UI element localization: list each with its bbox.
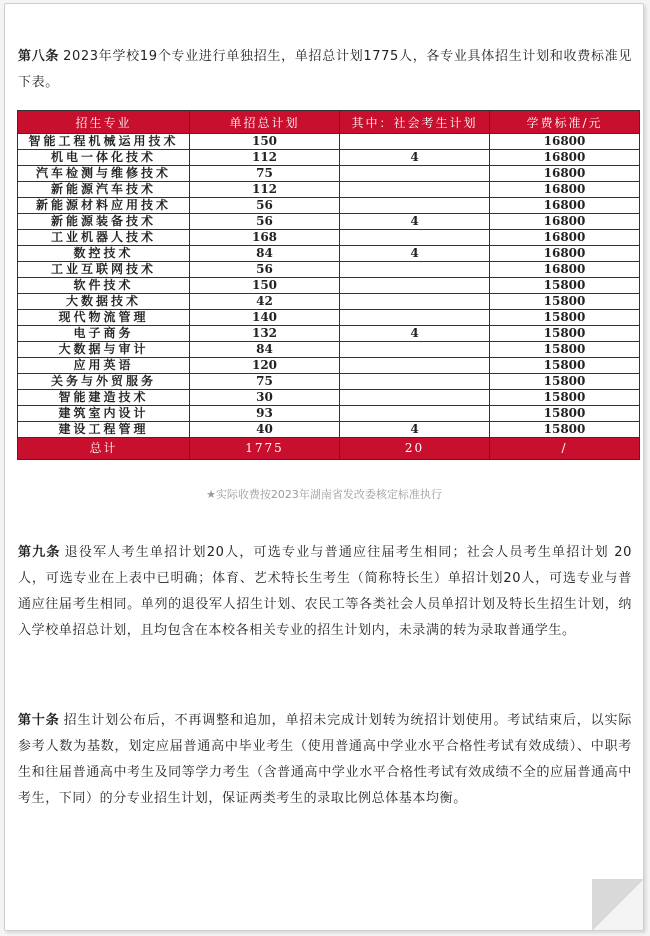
cell-social-plan: [340, 374, 490, 390]
cell-tuition: 15800: [490, 294, 640, 310]
table-row: [18, 134, 640, 150]
cell-social-plan: 4: [340, 214, 490, 230]
cell-major-name: 关务与外贸服务: [18, 374, 190, 390]
table-row: [18, 406, 640, 422]
table-row: [18, 246, 640, 262]
cell-social-plan: [340, 310, 490, 326]
cell-tuition: 16800: [490, 214, 640, 230]
cell-major-name: 大数据与审计: [18, 342, 190, 358]
cell-total-plan: 93: [190, 406, 340, 422]
cell-tuition: 15800: [490, 374, 640, 390]
total-social: 20: [340, 438, 490, 460]
cell-social-plan: [340, 198, 490, 214]
cell-social-plan: [340, 182, 490, 198]
total-label: 总计: [18, 438, 190, 460]
table-row: [18, 230, 640, 246]
article-9-lead: 第九条: [18, 545, 61, 560]
cell-social-plan: [340, 278, 490, 294]
cell-total-plan: 140: [190, 310, 340, 326]
cell-total-plan: 150: [190, 134, 340, 150]
cell-tuition: 16800: [490, 230, 640, 246]
cell-tuition: 16800: [490, 182, 640, 198]
cell-total-plan: 112: [190, 150, 340, 166]
cell-major-name: 新能源汽车技术: [18, 182, 190, 198]
cell-major-name: 电子商务: [18, 326, 190, 342]
table-row: [18, 358, 640, 374]
cell-social-plan: [340, 134, 490, 150]
tuition-note: ★实际收费按2023年湖南省发改委核定标准执行: [206, 488, 442, 501]
header-major: 招生专业: [18, 111, 190, 134]
table-row: [18, 214, 640, 230]
cell-major-name: 智能工程机械运用技术: [18, 134, 190, 150]
table-row: [18, 390, 640, 406]
table-row: [18, 326, 640, 342]
article-8-lead: 第八条: [18, 49, 60, 64]
cell-total-plan: 40: [190, 422, 340, 438]
table-body: [18, 134, 640, 438]
table-row: [18, 262, 640, 278]
table-row: [18, 166, 640, 182]
cell-social-plan: 4: [340, 246, 490, 262]
article-10-text: 招生计划公布后，不再调整和追加，单招未完成计划转为统招计划使用。考试结束后，以实际参考人数为基数，划定应届普通高中毕业考生（使用普通高中学业水平合格性考试有效成绩）、中职考生和往届普通高中考生及同等学力考生（含普通高中学业水平合格性考试有效成绩不全的应届普通高中考生，下同）的分专业招生计划，保证两类考生的录取比例总体基本均衡。: [18, 713, 632, 806]
cell-social-plan: 4: [340, 422, 490, 438]
cell-tuition: 15800: [490, 310, 640, 326]
cell-major-name: 大数据技术: [18, 294, 190, 310]
document-page: [4, 3, 644, 931]
cell-major-name: 工业机器人技术: [18, 230, 190, 246]
table-row: [18, 278, 640, 294]
cell-total-plan: 30: [190, 390, 340, 406]
cell-major-name: 新能源装备技术: [18, 214, 190, 230]
table-total-row: [18, 438, 640, 460]
header-social-plan: 其中：社会考生计划: [340, 111, 490, 134]
cell-major-name: 软件技术: [18, 278, 190, 294]
header-tuition: 学费标准/元: [490, 111, 640, 134]
table-row: [18, 422, 640, 438]
cell-total-plan: 84: [190, 246, 340, 262]
cell-social-plan: [340, 294, 490, 310]
cell-tuition: 15800: [490, 278, 640, 294]
cell-tuition: 15800: [490, 326, 640, 342]
cell-tuition: 15800: [490, 422, 640, 438]
cell-tuition: 16800: [490, 262, 640, 278]
cell-tuition: 15800: [490, 342, 640, 358]
total-tuition: /: [490, 438, 640, 460]
cell-tuition: 16800: [490, 134, 640, 150]
table-row: [18, 150, 640, 166]
cell-total-plan: 56: [190, 214, 340, 230]
cell-total-plan: 120: [190, 358, 340, 374]
article-10-paragraph: [18, 708, 632, 812]
cell-major-name: 数控技术: [18, 246, 190, 262]
cell-social-plan: [340, 230, 490, 246]
cell-total-plan: 112: [190, 182, 340, 198]
cell-tuition: 16800: [490, 246, 640, 262]
cell-social-plan: [340, 390, 490, 406]
header-total-plan: 单招总计划: [190, 111, 340, 134]
cell-social-plan: [340, 406, 490, 422]
cell-total-plan: 150: [190, 278, 340, 294]
cell-major-name: 汽车检测与维修技术: [18, 166, 190, 182]
table-row: [18, 182, 640, 198]
table-row: [18, 198, 640, 214]
cell-major-name: 应用英语: [18, 358, 190, 374]
table-row: [18, 342, 640, 358]
cell-social-plan: [340, 166, 490, 182]
cell-major-name: 建筑室内设计: [18, 406, 190, 422]
cell-social-plan: 4: [340, 326, 490, 342]
table-row: [18, 374, 640, 390]
cell-total-plan: 56: [190, 262, 340, 278]
cell-major-name: 建设工程管理: [18, 422, 190, 438]
cell-tuition: 15800: [490, 406, 640, 422]
article-8-paragraph: [18, 44, 632, 96]
cell-social-plan: [340, 342, 490, 358]
table-header-row: [18, 111, 640, 134]
cell-total-plan: 56: [190, 198, 340, 214]
cell-total-plan: 42: [190, 294, 340, 310]
cell-tuition: 16800: [490, 198, 640, 214]
cell-major-name: 现代物流管理: [18, 310, 190, 326]
article-9-text: 退役军人考生单招计划20人，可选专业与普通应往届考生相同；社会人员考生单招计划 20人，可选专业在上表中已明确；体育、艺术特长生考生（简称特长生）单招计划20人，可选专业与普通应往届考生相同。单列的退役军人招生计划、农民工等各类社会人员单招计划及特长生招生计划，纳入学校单招总计划，且均包含在本校各相关专业的招生计划内，未录满的转为录取普通学生。: [18, 545, 632, 638]
article-10-lead: 第十条: [18, 713, 60, 728]
cell-tuition: 15800: [490, 358, 640, 374]
cell-total-plan: 75: [190, 166, 340, 182]
cell-total-plan: 168: [190, 230, 340, 246]
table-row: [18, 294, 640, 310]
article-8-text: 2023年学校19个专业进行单独招生，单招总计划1775人，各专业具体招生计划和收费标准见下表。: [18, 49, 632, 90]
cell-major-name: 工业互联网技术: [18, 262, 190, 278]
cell-major-name: 新能源材料应用技术: [18, 198, 190, 214]
article-9-paragraph: [18, 540, 632, 644]
cell-total-plan: 132: [190, 326, 340, 342]
cell-total-plan: 84: [190, 342, 340, 358]
cell-major-name: 机电一体化技术: [18, 150, 190, 166]
total-plan: 1775: [190, 438, 340, 460]
cell-social-plan: [340, 262, 490, 278]
cell-total-plan: 75: [190, 374, 340, 390]
enrollment-plan-table: [17, 110, 640, 460]
cell-tuition: 16800: [490, 166, 640, 182]
cell-social-plan: [340, 358, 490, 374]
page-fold-corner: [592, 879, 644, 931]
cell-tuition: 15800: [490, 390, 640, 406]
cell-social-plan: 4: [340, 150, 490, 166]
cell-major-name: 智能建造技术: [18, 390, 190, 406]
table-row: [18, 310, 640, 326]
cell-tuition: 16800: [490, 150, 640, 166]
